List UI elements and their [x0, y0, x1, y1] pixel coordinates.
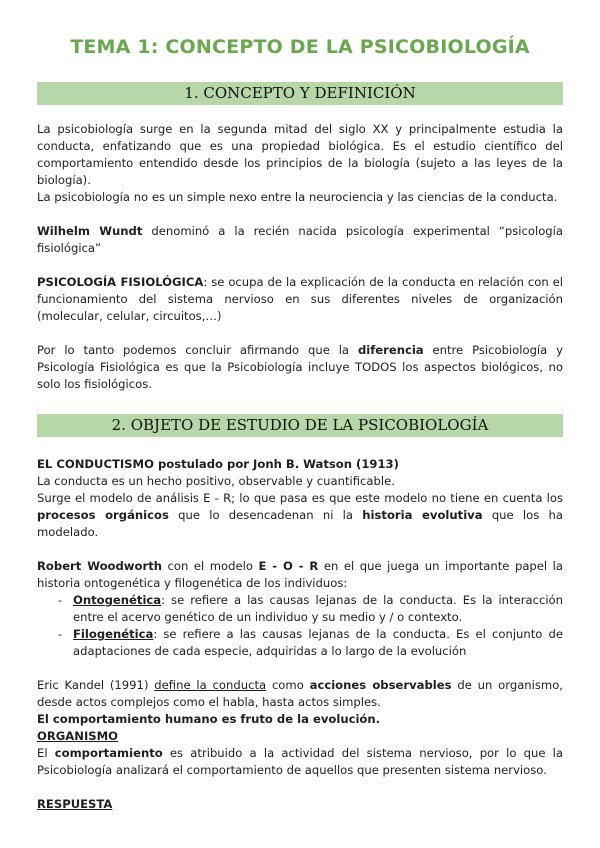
list-item	[37, 626, 563, 660]
woodworth-text-b: en el que juega un importante papel la historia ontogenética y filogenética de los individuos:	[37, 559, 563, 590]
wundt-name: Wilhelm Wundt	[37, 224, 143, 238]
er-text-b: que lo desencadenan ni la	[168, 508, 363, 522]
kandel-text-a: Eric Kandel (1991)	[37, 678, 155, 692]
respuesta-label	[37, 796, 563, 813]
list-term-ontogenetica: Ontogenética	[73, 593, 162, 607]
pf-text: : se ocupa de la explicación de la conducta en relación con el funcionamiento del sistema nervioso en sus diferentes niveles de organización (molecular, celular, circuitos,…)	[37, 275, 564, 323]
list-bullet: -	[58, 627, 63, 641]
er-bold-procesos: procesos orgánicos	[37, 508, 169, 522]
kandel-text-c: de un organismo, desde actos complejos como el habla, hasta actos simples.	[37, 678, 563, 709]
organismo-label	[37, 728, 563, 745]
kandel-underlined: define la conducta	[154, 678, 267, 692]
woodworth-text-a: con el modelo	[162, 559, 259, 573]
list-text: : se refiere a las causas lejanas de la conducta. Es el conjunto de adaptaciones de cada especie, adquiridas a lo largo de la evolución	[73, 627, 563, 658]
paragraph-kandel	[37, 677, 563, 711]
document-title: TEMA 1: CONCEPTO DE LA PSICOBIOLOGÍA	[70, 36, 530, 58]
comp-bold: comportamiento	[54, 746, 163, 760]
er-text-a: Surge el modelo de análisis E - R; lo que pasa es que este modelo no tiene en cuenta los	[37, 491, 563, 505]
kandel-text-b: como	[266, 678, 310, 692]
er-text-c: que los ha modelado.	[37, 508, 563, 539]
woodworth-model: E - O - R	[258, 559, 319, 573]
conclusion-text-a: Por lo tanto podemos concluir afirmando que la	[37, 343, 358, 357]
comp-text-a: El	[37, 746, 55, 760]
paragraph-wundt	[37, 223, 563, 257]
section-1-body	[37, 121, 563, 393]
section-heading-concepto: 1. CONCEPTO Y DEFINICIÓN	[37, 82, 563, 105]
evolucion-text: El comportamiento humano es fruto de la evolución.	[37, 712, 381, 726]
conductismo-title	[37, 456, 563, 473]
list-text: : se refiere a las causas lejanas de la conducta. Es la interacción entre el acervo genético de un individuo y su medio y / o contexto.	[73, 593, 563, 624]
er-bold-historia: historia evolutiva	[362, 508, 483, 522]
paragraph-conclusion	[37, 342, 563, 393]
evolucion-statement	[37, 711, 563, 728]
list-item	[37, 592, 563, 626]
kandel-bold: acciones observables	[309, 678, 452, 692]
list-bullet: -	[58, 593, 63, 607]
respuesta-text: RESPUESTA	[37, 797, 113, 811]
section-2-body	[37, 456, 563, 813]
paragraph-definition: La psicobiología surge en la segunda mitad del siglo XX y principalmente estudia la conducta, enfatizando que es una propiedad biológica. Es el estudio científico del comportamiento entendido desde los principios de la biología (sujeto a las leyes de la biología).	[37, 122, 563, 187]
paragraph-nexo: La psicobiología no es un simple nexo entre la neurociencia y las ciencias de la conducta.	[37, 190, 558, 204]
list-term-filogenetica: Filogenética	[73, 627, 154, 641]
woodworth-name: Robert Woodworth	[37, 559, 162, 573]
conductismo-line: La conducta es un hecho positivo, observable y cuantificable.	[37, 474, 395, 488]
comp-text-b: es atribuido a la actividad del sistema nervioso, por lo que la Psicobiología analizará el comportamiento de aquellos que presenten sistema nervioso.	[37, 746, 564, 777]
conductismo-title-text: EL CONDUCTISMO postulado por Jonh B. Watson (1913)	[37, 457, 399, 471]
pf-term: PSICOLOGÍA FISIOLÓGICA	[37, 275, 204, 289]
paragraph-woodworth	[37, 558, 563, 592]
organismo-text: ORGANISMO	[37, 729, 119, 743]
conclusion-bold: diferencia	[357, 343, 424, 357]
section-heading-objeto: 2. OBJETO DE ESTUDIO DE LA PSICOBIOLOGÍA	[37, 414, 563, 437]
paragraph-modelo-er	[37, 490, 563, 541]
paragraph-comportamiento	[37, 745, 563, 779]
historia-list	[37, 592, 563, 660]
paragraph-psicologia-fisiologica	[37, 274, 563, 325]
wundt-text: denominó a la recién nacida psicología experimental “psicología fisiológica”	[37, 224, 563, 255]
conclusion-text-b: entre Psicobiología y Psicología Fisiológica es que la Psicobiología incluye TODOS los aspectos biológicos, no solo los fisiológicos.	[37, 343, 564, 391]
